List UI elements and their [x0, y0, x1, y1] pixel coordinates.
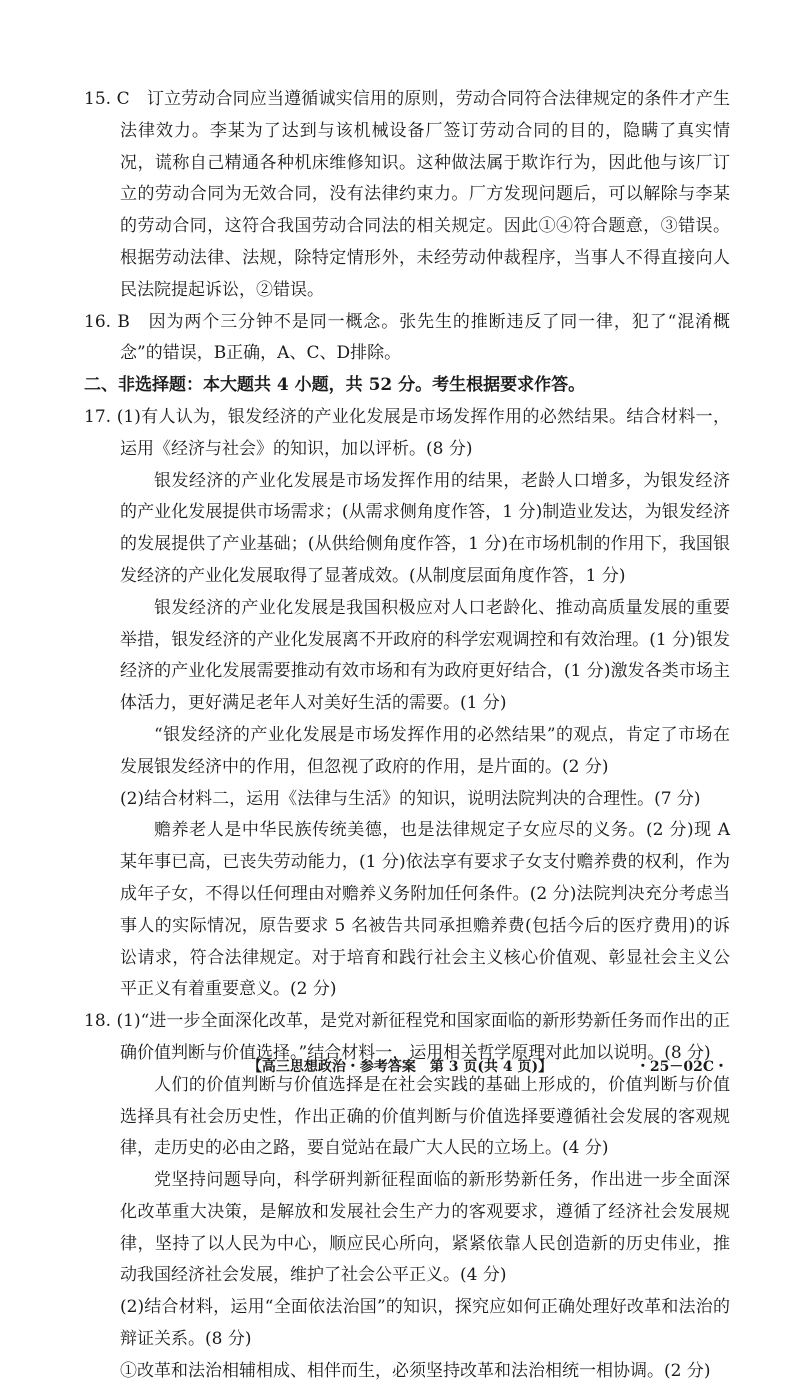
answer-q15: 15. C 订立劳动合同应当遵循诚实信用的原则，劳动合同符合法律规定的条件才产生法律效力。李某为了达到与该机械设备厂签订劳动合同的目的，隐瞒了真实情况，谎称自己精通各种机床维修知识。这种做法属于欺诈行为，因此他与该厂订立的劳动合同为无效合同，没有法律约束力。厂方发现问题后，可以解除与李某的劳动合同，这符合我国劳动合同法的相关规定。因此①④符合题意，③错误。根据劳动法律、法规，除特定情形外，未经劳动仲裁程序，当事人不得直接向人民法院提起诉讼，②错误。	[84, 89, 730, 300]
q17-part2-question: (2)结合材料二，运用《法律与生活》的知识，说明法院判决的合理性。(7 分)	[120, 788, 701, 809]
q18-part1-question: 18. (1)“进一步全面深化改革，是党对新征程党和国家面临的新形势新任务而作出的正确价值判断与价值选择。”结合材料一，运用相关哲学原理对此加以说明。(8 分)	[84, 1011, 730, 1063]
q17-part1-question: 17. (1)有人认为，银发经济的产业化发展是市场发挥作用的必然结果。结合材料一，运用《经济与社会》的知识，加以评析。(8 分)	[84, 406, 730, 459]
q17-part1-answer-3: “银发经济的产业化发展是市场发挥作用的必然结果”的观点，肯定了市场在发展银发经济中的作用，但忽视了政府的作用，是片面的。(2 分)	[120, 724, 730, 777]
q17-part1-answer-2: 银发经济的产业化发展是我国积极应对人口老龄化、推动高质量发展的重要举措，银发经济的产业化发展离不开政府的科学宏观调控和有效治理。(1 分)银发经济的产业化发展需要推动有效市场和有为政府更好结合，(1 分)激发各类市场主体活力，更好满足老年人对美好生活的需要。(1 分)	[120, 597, 730, 714]
section-heading: 二、非选择题：本大题共 4 小题，共 52 分。考生根据要求作答。	[84, 375, 586, 396]
q18-part1-answer-2: 党坚持问题导向，科学研判新征程面临的新形势新任务，作出进一步全面深化改革重大决策，是解放和发展社会生产力的客观要求，遵循了经济社会发展规律，坚持了以人民为中心，顺应民心所向，紧紧依靠人民创造新的历史伟业，推动我国经济社会发展，维护了社会公平正义。(4 分)	[120, 1170, 730, 1286]
footer-code: ・25－02C・	[635, 1059, 728, 1075]
answer-q16: 16. B 因为两个三分钟不是同一概念。张先生的推断违反了同一律，犯了“混淆概念”的错误，B正确，A、C、D排除。	[84, 311, 730, 364]
q18-part2-question: (2)结合材料，运用“全面依法治国”的知识，探究应如何正确处理好改革和法治的辩证关系。(8 分)	[120, 1297, 730, 1350]
q18-part1-answer-1: 人们的价值判断与价值选择是在社会实践的基础上形成的，价值判断与价值选择具有社会历史性，作出正确的价值判断与价值选择要遵循社会发展的客观规律，走历史的必由之路，要自觉站在最广大人民的立场上。(4 分)	[120, 1074, 730, 1159]
footer-title: 【高三思想政治・参考答案 第 3 页(共 4 页)】	[247, 1059, 553, 1075]
q17-part2-answer: 赡养老人是中华民族传统美德，也是法律规定子女应尽的义务。(2 分)现 A 某年事已高，已丧失劳动能力，(1 分)依法享有要求子女支付赡养费的权利，作为成年子女，不得以任何理由对赡养义务附加任何条件。(2 分)法院判决充分考虑当事人的实际情况，原告要求 5 名被告共同承担赡养费(包括今后的医疗费用)的诉讼请求，符合法律规定。对于培育和践行社会主义核心价值观、彰显社会主义公平正义有着重要意义。(2 分)	[120, 820, 730, 1000]
q17-part1-answer-1: 银发经济的产业化发展是市场发挥作用的结果，老龄人口增多，为银发经济的产业化发展提供市场需求；(从需求侧角度作答，1 分)制造业发达，为银发经济的发展提供了产业基础；(从供给侧角度作答，1 分)在市场机制的作用下，我国银发经济的产业化发展取得了显著成效。(从制度层面角度作答，1 分)	[120, 470, 730, 586]
q18-part2-answer-1: ①改革和法治相辅相成、相伴而生，必须坚持改革和法治相统一相协调。(2 分)	[120, 1360, 711, 1381]
